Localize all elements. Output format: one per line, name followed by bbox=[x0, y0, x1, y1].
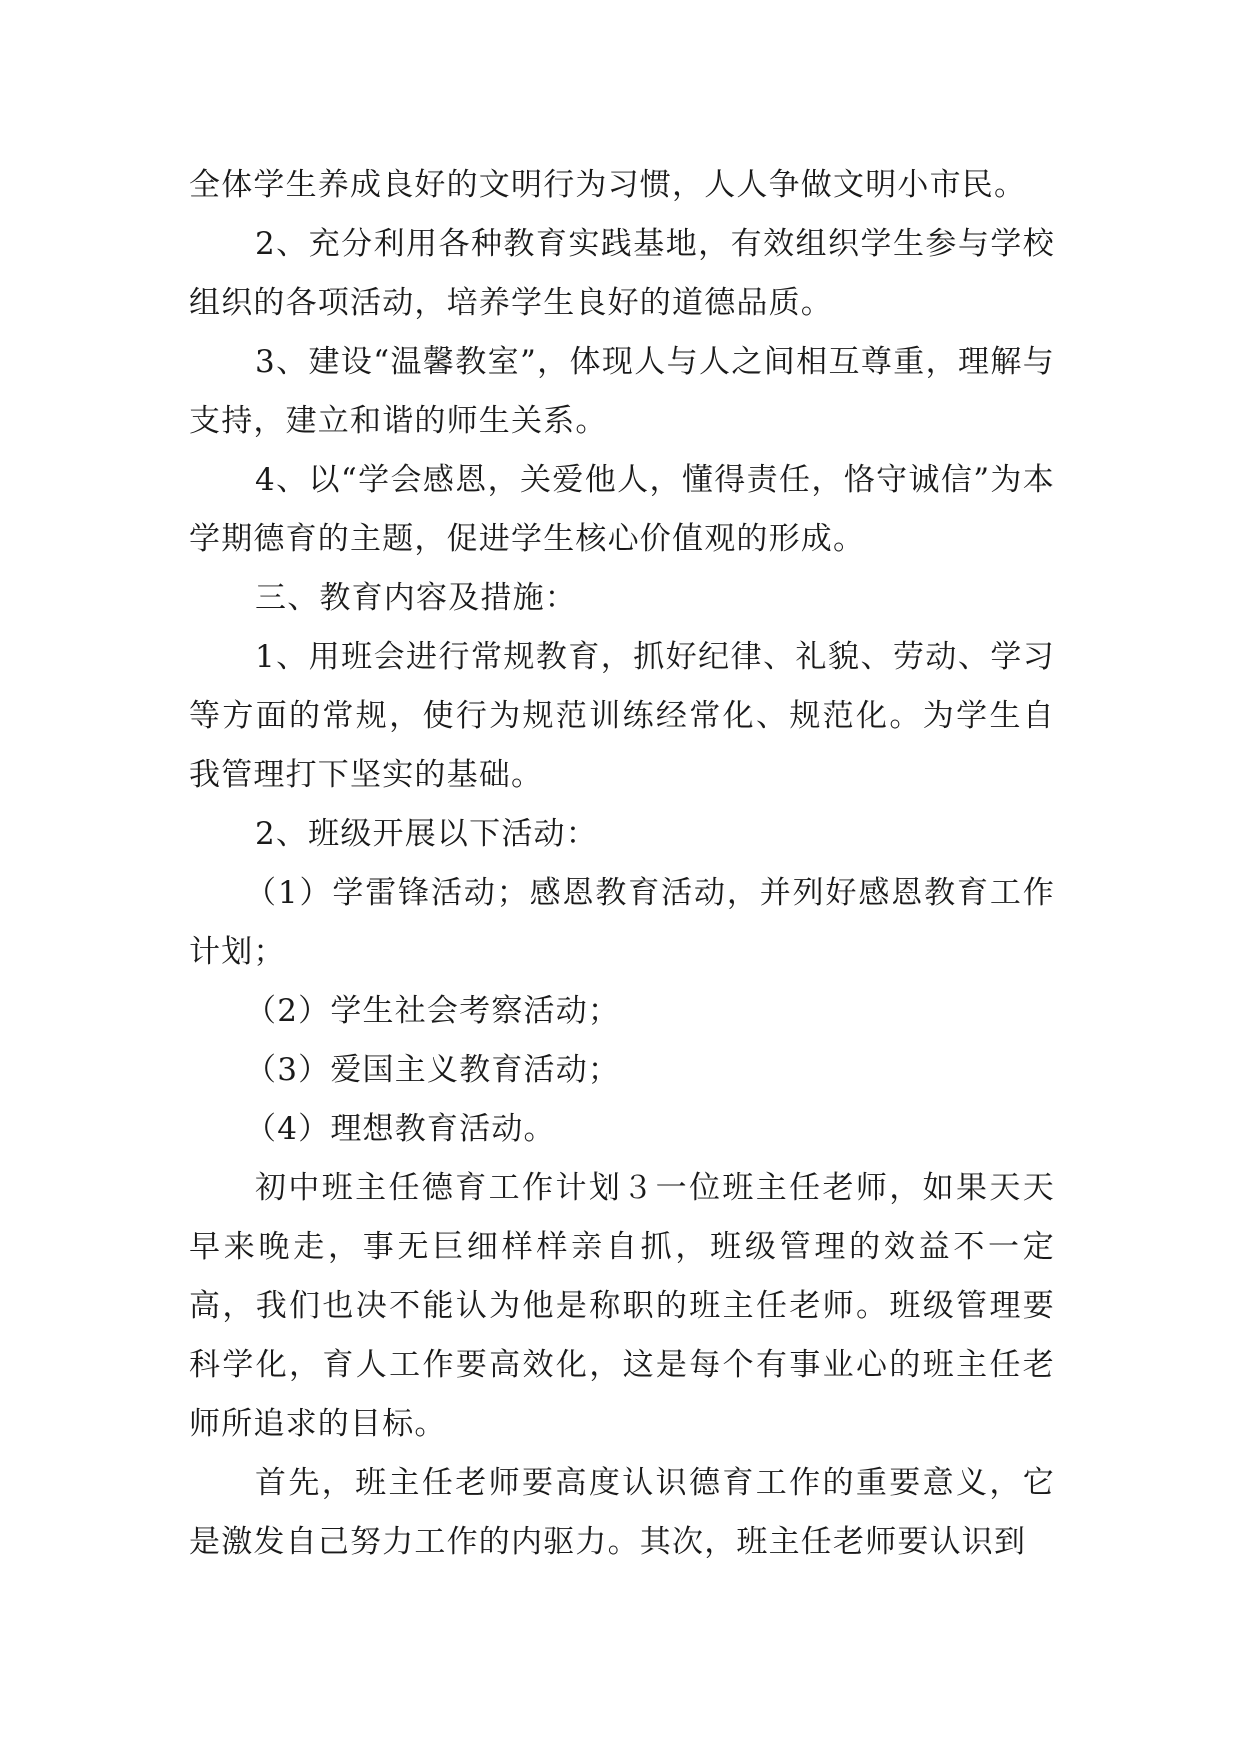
list-item: （1）学雷锋活动；感恩教育活动，并列好感恩教育工作计划； bbox=[189, 875, 1055, 970]
section-heading: 三、教育内容及措施： bbox=[255, 580, 577, 616]
paragraph: 1、用班会进行常规教育，抓好纪律、礼貌、劳动、学习等方面的常规，使行为规范训练经常化、规范化。为学生自我管理打下坚实的基础。 bbox=[189, 639, 1055, 793]
paragraph: 4、以“学会感恩，关爱他人，懂得责任，恪守诚信”为本学期德育的主题，促进学生核心价值观的形成。 bbox=[189, 462, 1055, 557]
paragraph: 2、班级开展以下活动： bbox=[255, 816, 598, 852]
list-item: （2）学生社会考察活动； bbox=[245, 993, 621, 1029]
paragraph: 初中班主任德育工作计划３一位班主任老师，如果天天早来晚走，事无巨细样样亲自抓，班级管理的效益不一定高，我们也决不能认为他是称职的班主任老师。班级管理要科学化，育人工作要高效化，这是每个有事业心的班主任老师所追求的目标。 bbox=[189, 1170, 1055, 1442]
paragraph: 3、建设“温馨教室”，体现人与人之间相互尊重，理解与支持，建立和谐的师生关系。 bbox=[189, 344, 1055, 439]
paragraph: 2、充分利用各种教育实践基地，有效组织学生参与学校组织的各项活动，培养学生良好的道德品质。 bbox=[189, 226, 1055, 321]
document-body bbox=[189, 156, 1055, 1572]
list-item: （3）爱国主义教育活动； bbox=[245, 1052, 621, 1088]
paragraph: 首先，班主任老师要高度认识德育工作的重要意义，它是激发自己努力工作的内驱力。其次，班主任老师要认识到 bbox=[189, 1465, 1055, 1560]
list-item: （4）理想教育活动。 bbox=[245, 1111, 556, 1147]
paragraph: 全体学生养成良好的文明行为习惯，人人争做文明小市民。 bbox=[189, 167, 1027, 203]
